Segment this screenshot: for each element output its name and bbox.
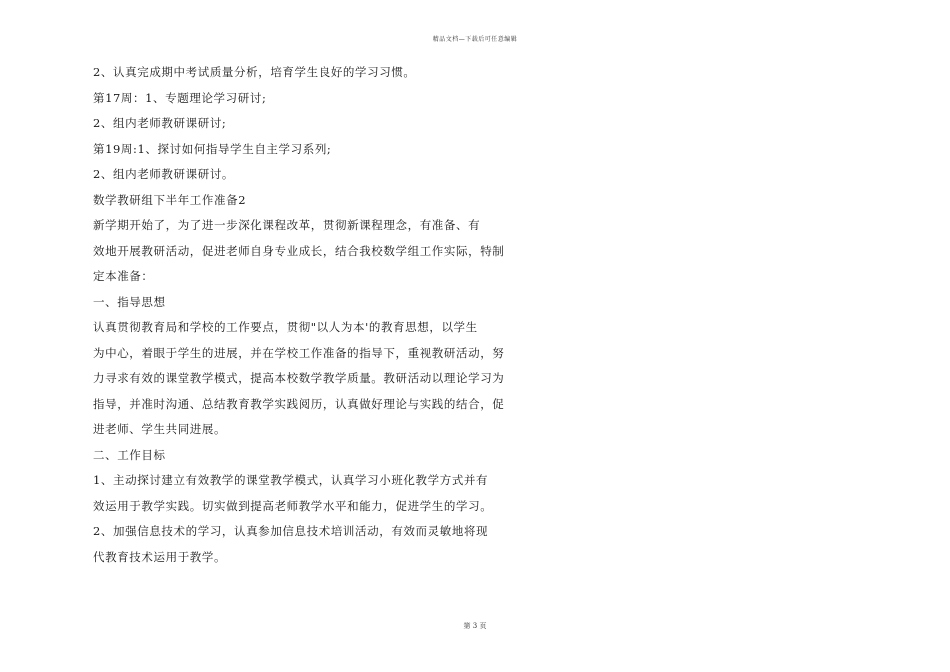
paragraph-line: 1、主动探讨建立有效教学的课堂教学模式，认真学习小班化教学方式并有 — [93, 473, 489, 487]
paragraph-line: 第19周:1、探讨如何指导学生自主学习系列; — [93, 141, 332, 156]
paragraph-line: 代教育技术运用于教学。 — [93, 549, 227, 564]
paragraph-line: 为中心，着眼于学生的进展，并在学校工作准备的指导下，重视教研活动，努 — [93, 345, 505, 360]
section-heading: 二、工作目标 — [93, 447, 166, 462]
section-title: 数学教研组下半年工作准备2 — [93, 192, 247, 207]
paragraph-line: 进老师、学生共同进展。 — [93, 422, 227, 436]
paragraph-line: 第17周：1、专题理论学习研讨; — [93, 90, 267, 105]
paragraph-line: 认真贯彻教育局和学校的工作要点，贯彻"以人为本'的教育思想，以学生 — [93, 320, 478, 334]
page-header: 精品文档—下载后可任意编辑 — [432, 36, 518, 43]
paragraph-line: 效地开展教研活动，促进老师自身专业成长，结合我校数学组工作实际，特制 — [93, 243, 505, 258]
paragraph-line: 新学期开始了，为了进一步深化课程改革，贯彻新课程理念，有准备、有 — [93, 218, 481, 232]
paragraph-line: 定本准备： — [93, 269, 154, 283]
paragraph-line: 力寻求有效的课堂教学模式，提高本校数学教学质量。教研活动以理论学习为 — [93, 371, 505, 385]
document-body — [93, 60, 505, 570]
paragraph-line: 指导，并准时沟通、总结教育教学实践阅历，认真做好理论与实践的结合，促 — [93, 396, 505, 411]
paragraph-line: 2、加强信息技术的学习，认真参加信息技术培训活动，有效而灵敏地将现 — [93, 524, 489, 538]
page-number: 第 3 页 — [463, 622, 487, 630]
section-heading: 一、指导思想 — [93, 294, 166, 309]
paragraph-line: 效运用于教学实践。切实做到提高老师教学水平和能力，促进学生的学习。 — [93, 498, 493, 513]
paragraph-line: 2、组内老师教研课研讨。 — [93, 167, 235, 181]
paragraph-line: 2、认真完成期中考试质量分析，培育学生良好的学习习惯。 — [93, 65, 416, 79]
paragraph-line: 2、组内老师教研课研讨; — [93, 116, 227, 130]
